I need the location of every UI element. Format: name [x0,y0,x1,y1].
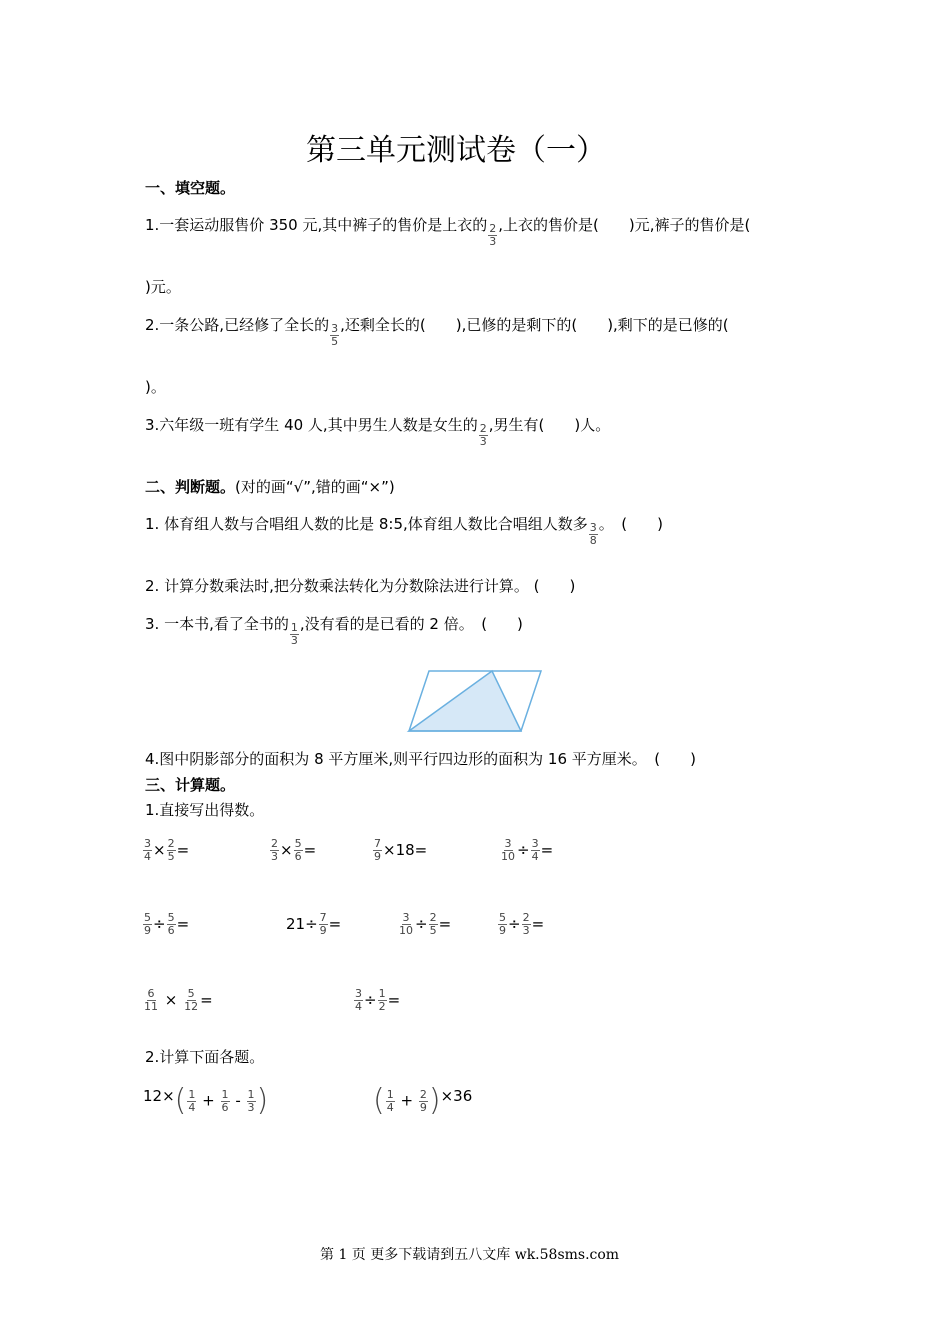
equals-sign: = [176,915,190,933]
numerator: 3 [331,322,339,335]
number: 12 [143,1087,163,1105]
numerator: 1 [386,1087,394,1101]
numerator: 1 [247,1087,255,1101]
calc-r3-e2 [353,988,400,1013]
fraction [378,988,387,1013]
calc-compound-1 [143,1083,269,1118]
denominator: 4 [531,850,539,863]
denominator: 9 [144,924,151,937]
numerator: 1 [378,987,386,1000]
calc-r1-e1 [142,838,189,863]
numerator: 3 [589,521,597,534]
left-paren: ( [174,1083,187,1118]
div-sign: ÷ [153,915,166,933]
section2-heading-line [145,477,395,497]
question-1-1 [145,213,751,248]
equals-sign: = [176,841,190,859]
fraction [290,622,299,647]
fraction [270,838,279,863]
equals-sign: = [328,915,342,933]
times-sign: × [383,841,396,859]
question-2-2: 2. 计算分数乘法时,把分数乘法转化为分数除法进行计算。 ( ) [145,577,576,595]
fraction [488,223,497,248]
section1-heading: 一、填空题。 [145,179,236,197]
question-1-2-cont: )。 [145,378,166,396]
calc-r2-e4 [497,912,544,937]
fraction [419,1089,428,1114]
numerator: 3 [144,837,151,850]
numerator: 2 [271,837,278,850]
denominator: 3 [522,924,530,937]
numerator: 2 [419,1087,427,1101]
numerator: 3 [531,837,539,850]
div-sign: ÷ [508,915,521,933]
denominator: 3 [247,1100,255,1114]
calc-r2-e2 [286,912,341,937]
denominator: 5 [167,850,175,863]
numerator: 1 [221,1087,229,1101]
section3-sub2: 2.计算下面各题。 [145,1048,265,1066]
fraction [386,1089,395,1114]
q1-2-text-b: ,还剩全长的( ),已修的是剩下的( ),剩下的是已修的( [340,316,729,334]
question-1-3 [145,413,611,448]
numerator: 5 [144,911,151,924]
section3-sub1: 1.直接写出得数。 [145,801,265,819]
numerator: 2 [479,422,487,435]
fraction [500,838,516,863]
section3-heading: 三、计算题。 [145,776,236,794]
equals-sign: = [414,841,428,859]
denominator: 6 [167,924,175,937]
fraction [479,423,488,448]
div-sign: ÷ [364,991,377,1009]
fraction [498,912,507,937]
denominator: 3 [479,435,487,448]
page-title: 第三单元测试卷（一） [306,133,606,168]
denominator: 9 [419,1100,427,1114]
denominator: 4 [144,850,151,863]
fraction [143,838,152,863]
div-sign: ÷ [517,841,530,859]
numerator: 3 [355,987,362,1000]
denominator: 8 [589,534,597,547]
denominator: 6 [294,850,302,863]
fraction [183,988,199,1013]
denominator: 12 [184,1000,199,1013]
section2-heading: 二、判断题。 [145,478,236,496]
denominator: 3 [290,634,298,647]
denominator: 11 [144,1000,158,1013]
q1-2-text-a: 2.一条公路,已经修了全长的 [145,316,330,334]
equals-sign: = [540,841,554,859]
denominator: 10 [399,924,413,937]
plus-sign: + [202,1091,215,1110]
fraction [187,1089,196,1114]
question-1-1-cont: )元。 [145,278,181,296]
denominator: 10 [501,850,515,863]
page-footer: 第 1 页 更多下载请到五八文库 wk.58sms.com [320,1247,620,1263]
numerator: 5 [167,911,175,924]
fraction [429,912,438,937]
q1-1-text-b: ,上衣的售价是( )元,裤子的售价是( [498,216,751,234]
number: 36 [453,1087,473,1105]
denominator: 9 [319,924,327,937]
div-sign: ÷ [415,915,428,933]
q1-1-text-a: 1.一套运动服售价 350 元,其中裤子的售价是上衣的 [145,216,488,234]
q1-3-text-b: ,男生有( )人。 [488,416,611,434]
fraction [167,838,176,863]
times-sign: × [162,1087,175,1105]
denominator: 9 [374,850,381,863]
question-2-3 [145,612,523,647]
denominator: 5 [331,335,339,348]
fraction [398,912,414,937]
div-sign: ÷ [305,915,318,933]
fraction [294,838,303,863]
minus-sign: - [235,1091,241,1110]
q2-3-text-a: 3. 一本书,看了全书的 [145,615,289,633]
denominator: 3 [271,850,278,863]
fraction [531,838,540,863]
numerator: 1 [188,1087,196,1101]
calc-r1-e3 [372,838,427,863]
numerator: 5 [294,837,302,850]
fraction [354,988,363,1013]
numerator: 3 [504,837,512,850]
fraction [319,912,328,937]
calc-compound-2 [373,1083,473,1118]
right-paren: ) [428,1083,441,1118]
fraction [522,912,531,937]
calc-r1-e4 [499,838,553,863]
q2-1-text-b: 。 ( ) [598,515,663,533]
fraction [373,838,382,863]
q1-3-text-a: 3.六年级一班有学生 40 人,其中男生人数是女生的 [145,416,478,434]
numerator: 1 [290,621,298,634]
numerator: 2 [429,911,437,924]
times-sign: × [153,841,166,859]
denominator: 6 [221,1100,229,1114]
times-sign: × [440,1087,454,1105]
fraction [330,323,339,348]
number: 18 [395,841,415,859]
fraction [221,1089,230,1114]
question-2-4: 4.图中阴影部分的面积为 8 平方厘米,则平行四边形的面积为 16 平方厘米。 ( ) [145,750,696,768]
numerator: 6 [147,987,155,1000]
denominator: 2 [378,1000,386,1013]
left-paren: ( [373,1083,385,1118]
equals-sign: = [387,991,401,1009]
denominator: 3 [489,235,497,248]
plus-sign: + [400,1091,414,1110]
equals-sign: = [438,915,452,933]
section2-note: (对的画“√”,错的画“×”) [235,478,395,496]
q2-1-text-a: 1. 体育组人数与合唱组人数的比是 8:5,体育组人数比合唱组人数多 [145,515,588,533]
right-paren: ) [256,1083,269,1118]
numerator: 2 [522,911,530,924]
parallelogram-figure [400,665,550,737]
denominator: 4 [188,1100,196,1114]
numerator: 7 [374,837,381,850]
denominator: 4 [386,1100,394,1114]
numerator: 5 [187,987,195,1000]
equals-sign: = [200,991,213,1009]
equals-sign: = [303,841,317,859]
times-sign: × [280,841,293,859]
fraction [589,522,598,547]
denominator: 9 [499,924,506,937]
equals-sign: = [531,915,545,933]
denominator: 5 [429,924,437,937]
numerator: 2 [489,222,497,235]
numerator: 5 [499,911,506,924]
calc-r1-e2 [269,838,316,863]
question-2-1 [145,512,663,547]
fraction [247,1089,256,1114]
calc-r3-e1 [142,988,213,1013]
fraction [143,988,159,1013]
numerator: 3 [402,911,410,924]
fraction [143,912,152,937]
calc-r2-e1 [142,912,189,937]
denominator: 4 [355,1000,362,1013]
times-sign: × [164,991,178,1009]
numerator: 2 [167,837,175,850]
fraction [167,912,176,937]
number: 21 [286,915,306,933]
numerator: 7 [319,911,327,924]
calc-r2-e3 [397,912,451,937]
question-1-2 [145,313,729,348]
q2-3-text-b: ,没有看的是已看的 2 倍。 ( ) [299,615,523,633]
